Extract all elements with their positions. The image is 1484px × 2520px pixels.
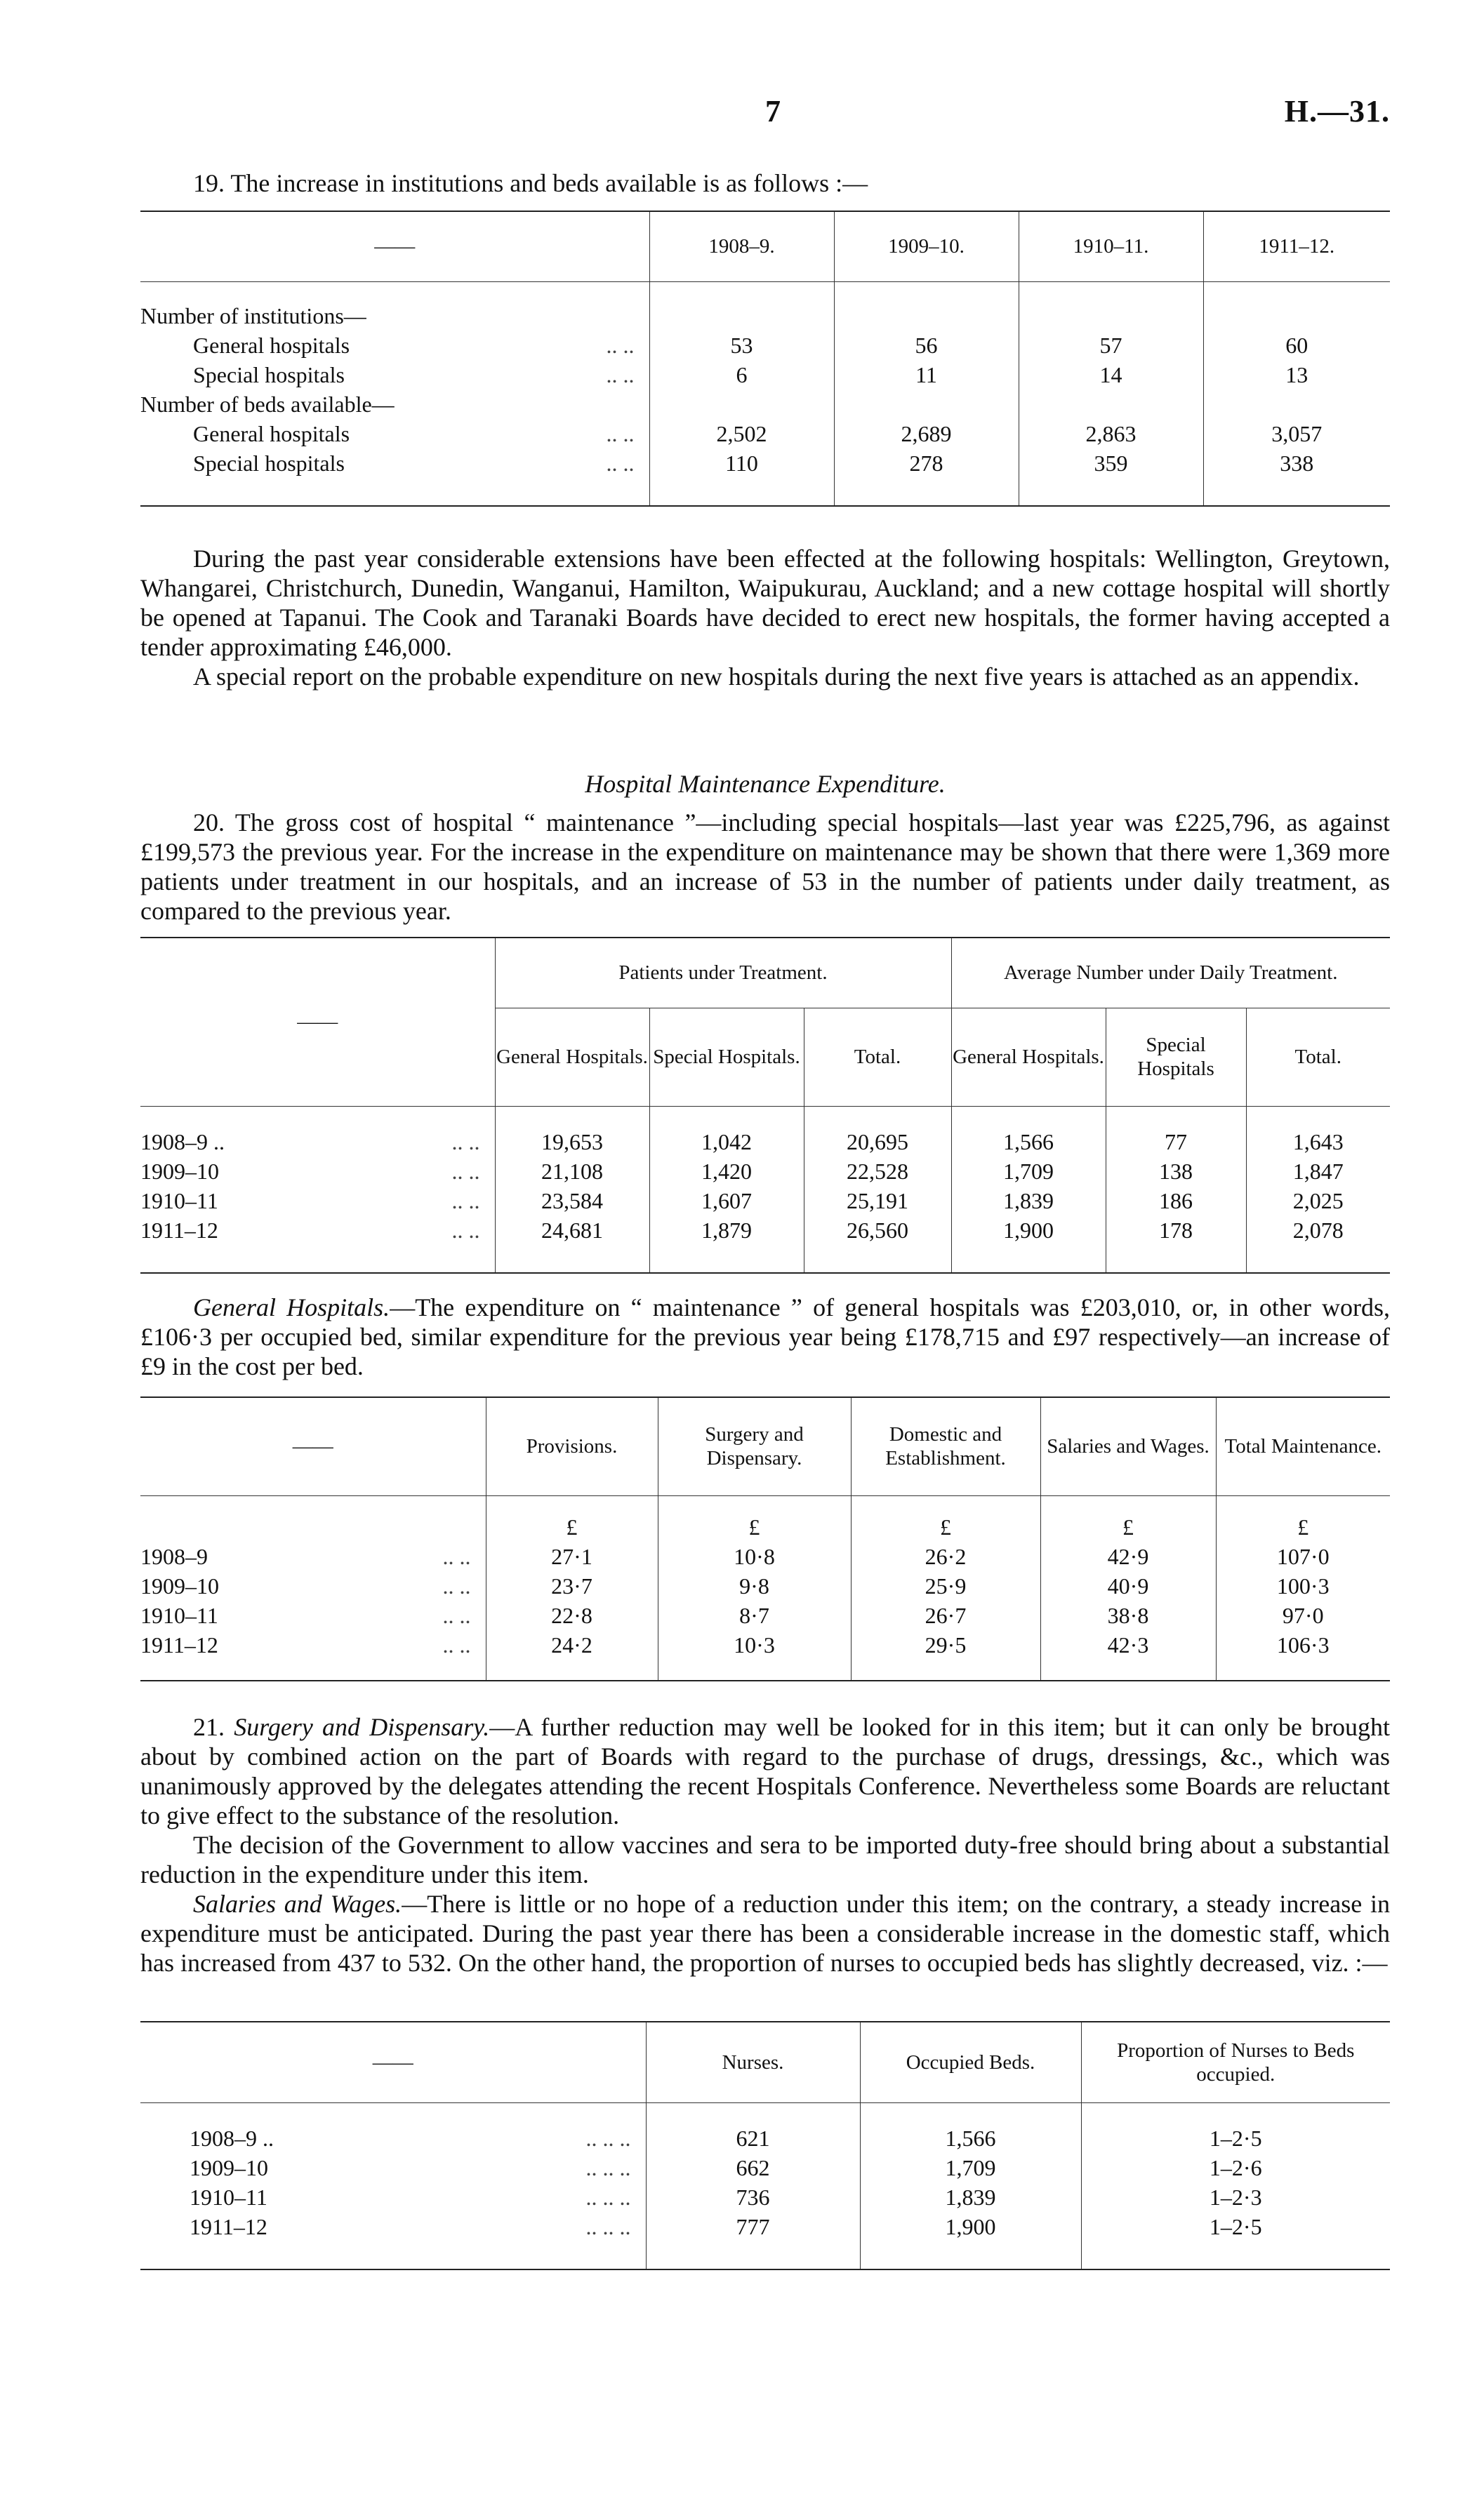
row-year [140, 1542, 486, 1571]
cell-value: 77 [1106, 1106, 1246, 1156]
table-row [140, 419, 1390, 448]
cell-value: 23,584 [495, 1186, 649, 1215]
year-label: 1910–11 [190, 2184, 267, 2210]
table-nurses [140, 2021, 1390, 2270]
row-year [140, 1186, 495, 1215]
surgery-text: —A further reduction may well be looked for in this item; but it can only be brought about by combined action on the part of Boards with regard to the purchase of drugs, dressings, &c., which was unanimously approved by the delegates attending the recent Hospitals Conference. Nevertheless some Boards are reluctant to give effect to the substance of the resolution. [140, 1713, 1391, 1829]
para-20-text: 20. The gross cost of hospital “ maintenance ”—including special hospitals—last year was £225,796, as against £199,573 the previous year. For the increase in the expenditure on maintenance may be shown that there were 1,369 more patients under treatment in our hospitals, and an increase of 53 in the number of patients under daily treatment, as compared to the previous year. [140, 808, 1390, 925]
table-row [140, 1542, 1390, 1571]
extensions-para: During the past year considerable extensions have been effected at the following hospitals: Wellington, Greytown, Whangarei, Christchurch, Dunedin, Wanganui, Hamilton, Waipukurau, Auckland; and a new cottage hospital will shortly be opened at Tapanui. The Cook and Taranaki Boards have decided to erect new hospitals, the former having accepted a tender approximating £46,000. [140, 545, 1390, 661]
general-hospitals-text: —The expenditure on “ maintenance ” of general hospitals was £203,010, or, in other words, £106·3 per occupied bed, similar expenditure for the previous year being £178,715 and £97 respectively—an increase of £9 in the cost per bed. [140, 1293, 1390, 1380]
cell-value: 1,607 [649, 1186, 804, 1215]
row-year [140, 1106, 495, 1156]
t1-col-1908: 1908–9. [649, 211, 834, 281]
cell-value: 24,681 [495, 1215, 649, 1273]
cell-value: 24·2 [486, 1630, 658, 1681]
table-row [140, 1571, 1390, 1601]
para-21-number: 21. [193, 1713, 225, 1741]
leader-dots: .. .. [451, 1158, 480, 1184]
leader-dots: .. .. [451, 1187, 480, 1213]
salaries-text: —There is little or no hope of a reduction under this item; on the contrary, a steady increase in expenditure must be anticipated. During the past year there has been a considerable increase in the domestic staff, which has increased from 437 to 532. On the other hand, the proportion of nurses to occupied beds has slightly decreased, viz. :— [140, 1890, 1390, 1977]
table-row [140, 2153, 1390, 2182]
nurses-table [140, 2021, 1390, 2270]
cell-value: 21,108 [495, 1156, 649, 1186]
cell-value: 25,191 [804, 1186, 951, 1215]
t3-blank-header: —— [292, 1435, 333, 1458]
row-label-text: General hospitals [193, 421, 350, 446]
cell-value: 26·7 [851, 1601, 1040, 1630]
year-label: 1909–10 [140, 1158, 219, 1184]
extensions-section [140, 544, 1390, 691]
row-label-text: Special hospitals [193, 451, 345, 476]
table-institutions [140, 211, 1390, 507]
cell-value: 777 [646, 2212, 860, 2269]
cell-value: 26,560 [804, 1215, 951, 1273]
table-row [140, 1601, 1390, 1630]
cell-value: 278 [834, 448, 1019, 506]
document-reference: H.—31. [1284, 94, 1390, 128]
row-label [140, 389, 649, 419]
year-label: 1909–10 [140, 1573, 219, 1599]
t3-col-total: Total Maintenance. [1216, 1397, 1390, 1495]
cell-value: 10·3 [658, 1630, 851, 1681]
cell-value: 2,863 [1019, 419, 1203, 448]
cell-value: 1,566 [860, 2102, 1081, 2153]
para-21-surgery [140, 1712, 1390, 1830]
cell-value [834, 281, 1019, 331]
row-label [140, 281, 649, 331]
t2-sub-special: Special Hospitals. [649, 1008, 804, 1106]
cell-value: 1,042 [649, 1106, 804, 1156]
cell-value: 13 [1203, 360, 1390, 389]
general-hospitals-section [140, 1293, 1390, 1381]
year-label: 1910–11 [140, 1187, 218, 1213]
currency-row [140, 1495, 1390, 1542]
leader-dots: .. .. .. [585, 2184, 631, 2210]
leader-dots: .. .. [606, 362, 635, 387]
surgery-heading: Surgery and Dispensary. [234, 1713, 490, 1741]
row-label [140, 448, 649, 506]
page-header [140, 94, 1390, 133]
cell-value: 1–2·5 [1081, 2102, 1390, 2153]
cell-value: 1,643 [1246, 1106, 1390, 1156]
cell-value: 1–2·3 [1081, 2182, 1390, 2212]
cell-value: 2,078 [1246, 1215, 1390, 1273]
table-patients [140, 937, 1390, 1274]
table-row [140, 1106, 1390, 1156]
t1-blank-header: —— [374, 235, 416, 258]
cell-value: 20,695 [804, 1106, 951, 1156]
cell-value: 29·5 [851, 1630, 1040, 1681]
page-number: 7 [765, 94, 781, 128]
cell-value: 22·8 [486, 1601, 658, 1630]
t3-col-salaries: Salaries and Wages. [1040, 1397, 1216, 1495]
institutions-table [140, 211, 1390, 507]
cell-value: 25·9 [851, 1571, 1040, 1601]
t1-col-1910: 1910–11. [1019, 211, 1203, 281]
cell-value: 1–2·5 [1081, 2212, 1390, 2269]
cell-value [1203, 281, 1390, 331]
cell-value: 14 [1019, 360, 1203, 389]
maintenance-table [140, 1396, 1390, 1681]
cell-value: 10·8 [658, 1542, 851, 1571]
cell-value: 2,025 [1246, 1186, 1390, 1215]
row-year [140, 2153, 646, 2182]
cell-value: 621 [646, 2102, 860, 2153]
currency-symbol: £ [1040, 1495, 1216, 1542]
row-year [140, 1630, 486, 1681]
cell-value: 736 [646, 2182, 860, 2212]
currency-symbol: £ [658, 1495, 851, 1542]
row-label-text: Number of beds available— [140, 392, 395, 417]
leader-dots: .. .. [442, 1573, 471, 1599]
cell-value: 2,689 [834, 419, 1019, 448]
t2-blank-header: —— [297, 1011, 338, 1034]
row-year [140, 2182, 646, 2212]
para-19 [140, 168, 1390, 198]
cell-value: 178 [1106, 1215, 1246, 1273]
heading-maintenance: Hospital Maintenance Expenditure. [585, 770, 946, 798]
cell-value [834, 389, 1019, 419]
row-year [140, 2102, 646, 2153]
t2-sub-special-daily: Special Hospitals [1106, 1008, 1246, 1106]
year-label: 1908–9 .. [140, 1128, 225, 1154]
row-label-text: Special hospitals [193, 362, 345, 387]
cell-value: 57 [1019, 331, 1203, 360]
cell-value: 359 [1019, 448, 1203, 506]
table-row [140, 281, 1390, 331]
row-label-text: General hospitals [193, 333, 350, 358]
cell-value [1019, 389, 1203, 419]
cell-value: 100·3 [1216, 1571, 1390, 1601]
cell-value: 40·9 [1040, 1571, 1216, 1601]
para-19-text: 19. The increase in institutions and beds available is as follows :— [193, 169, 868, 197]
appendix-para: A special report on the probable expenditure on new hospitals during the next five years is attached as an appendix. [193, 662, 1360, 691]
t2-group-patients: Patients under Treatment. [495, 938, 951, 1008]
row-year [140, 2212, 646, 2269]
t1-col-1911: 1911–12. [1203, 211, 1390, 281]
cell-value: 3,057 [1203, 419, 1390, 448]
row-label [140, 419, 649, 448]
cell-value: 42·3 [1040, 1630, 1216, 1681]
patients-table [140, 937, 1390, 1274]
cell-value: 23·7 [486, 1571, 658, 1601]
cell-value [649, 281, 834, 331]
cell-value: 53 [649, 331, 834, 360]
cell-value: 186 [1106, 1186, 1246, 1215]
cell-value: 1,566 [951, 1106, 1106, 1156]
cell-value [1203, 389, 1390, 419]
row-year [140, 1571, 486, 1601]
leader-dots: .. .. [442, 1543, 471, 1569]
cell-value: 8·7 [658, 1601, 851, 1630]
general-hospitals-para [140, 1293, 1390, 1381]
year-label: 1908–9 .. [190, 2125, 274, 2151]
row-label-text: Number of institutions— [140, 302, 366, 328]
cell-value: 60 [1203, 331, 1390, 360]
t3-col-domestic: Domestic and Establishment. [851, 1397, 1040, 1495]
currency-symbol: £ [851, 1495, 1040, 1542]
year-label: 1911–12 [140, 1632, 218, 1658]
cell-value: 27·1 [486, 1542, 658, 1571]
cell-value: 1,709 [860, 2153, 1081, 2182]
year-label: 1911–12 [190, 2213, 267, 2239]
table-row [140, 1630, 1390, 1681]
cell-value: 2,502 [649, 419, 834, 448]
cell-value: 110 [649, 448, 834, 506]
salaries-heading: Salaries and Wages. [193, 1890, 402, 1918]
cell-value: 1,900 [860, 2212, 1081, 2269]
cell-value: 42·9 [1040, 1542, 1216, 1571]
row-year [140, 1215, 495, 1273]
cell-value: 11 [834, 360, 1019, 389]
year-label: 1909–10 [190, 2154, 268, 2180]
cell-value: 19,653 [495, 1106, 649, 1156]
table-row [140, 448, 1390, 506]
t2-sub-total-daily: Total. [1246, 1008, 1390, 1106]
leader-dots: .. .. [606, 421, 635, 446]
leader-dots: .. .. .. [585, 2154, 631, 2180]
leader-dots: .. .. .. [585, 2213, 631, 2239]
t3-col-surgery: Surgery and Dispensary. [658, 1397, 851, 1495]
salaries-para [140, 1889, 1390, 1978]
cell-value [649, 389, 834, 419]
table-maintenance [140, 1396, 1390, 1681]
cell-value: 1,847 [1246, 1156, 1390, 1186]
table-row [140, 331, 1390, 360]
leader-dots: .. .. [442, 1632, 471, 1658]
cell-value: 6 [649, 360, 834, 389]
table-row [140, 1156, 1390, 1186]
cell-value: 138 [1106, 1156, 1246, 1186]
cell-value: 1,900 [951, 1215, 1106, 1273]
cell-value: 1,420 [649, 1156, 804, 1186]
row-year [140, 1156, 495, 1186]
table-row [140, 360, 1390, 389]
cell-value: 106·3 [1216, 1630, 1390, 1681]
leader-dots: .. .. [451, 1128, 480, 1154]
currency-symbol: £ [486, 1495, 658, 1542]
row-year [140, 1601, 486, 1630]
year-label: 1910–11 [140, 1602, 218, 1628]
cell-value [1019, 281, 1203, 331]
cell-value: 1,839 [951, 1186, 1106, 1215]
year-label: 1911–12 [140, 1217, 218, 1243]
table-row [140, 2182, 1390, 2212]
t2-sub-general-daily: General Hospitals. [951, 1008, 1106, 1106]
cell-value: 1,839 [860, 2182, 1081, 2212]
general-hospitals-heading: General Hospitals. [193, 1293, 390, 1321]
leader-dots: .. .. [606, 333, 635, 358]
t4-col-beds: Occupied Beds. [860, 2022, 1081, 2102]
t2-group-daily: Average Number under Daily Treatment. [951, 938, 1390, 1008]
cell-value: 56 [834, 331, 1019, 360]
table-row [140, 1186, 1390, 1215]
row-label [140, 331, 649, 360]
t4-blank-header: —— [372, 2051, 413, 2074]
cell-value: 38·8 [1040, 1601, 1216, 1630]
currency-blank [140, 1495, 486, 1542]
t4-col-nurses: Nurses. [646, 2022, 860, 2102]
cell-value: 9·8 [658, 1571, 851, 1601]
leader-dots: .. .. [442, 1602, 471, 1628]
cell-value: 97·0 [1216, 1601, 1390, 1630]
table-row [140, 1215, 1390, 1273]
table-row [140, 389, 1390, 419]
cell-value: 22,528 [804, 1156, 951, 1186]
leader-dots: .. .. .. [585, 2125, 631, 2151]
t3-col-provisions: Provisions. [486, 1397, 658, 1495]
t2-sub-general: General Hospitals. [495, 1008, 649, 1106]
cell-value: 1,709 [951, 1156, 1106, 1186]
table-row [140, 2212, 1390, 2269]
cell-value: 338 [1203, 448, 1390, 506]
para-21-section [140, 1712, 1390, 1978]
cell-value: 107·0 [1216, 1542, 1390, 1571]
year-label: 1908–9 [140, 1543, 208, 1569]
vaccines-para: The decision of the Government to allow vaccines and sera to be imported duty-free should bring about a substantial reduction in the expenditure under this item. [140, 1831, 1390, 1888]
cell-value: 662 [646, 2153, 860, 2182]
leader-dots: .. .. [451, 1217, 480, 1243]
row-label [140, 360, 649, 389]
leader-dots: .. .. [606, 451, 635, 476]
cell-value: 26·2 [851, 1542, 1040, 1571]
t4-col-proportion: Proportion of Nurses to Beds occupied. [1081, 2022, 1390, 2102]
currency-symbol: £ [1216, 1495, 1390, 1542]
para-20 [140, 808, 1390, 926]
t1-col-1909: 1909–10. [834, 211, 1019, 281]
cell-value: 1–2·6 [1081, 2153, 1390, 2182]
t2-sub-total: Total. [804, 1008, 951, 1106]
table-row [140, 2102, 1390, 2153]
cell-value: 1,879 [649, 1215, 804, 1273]
